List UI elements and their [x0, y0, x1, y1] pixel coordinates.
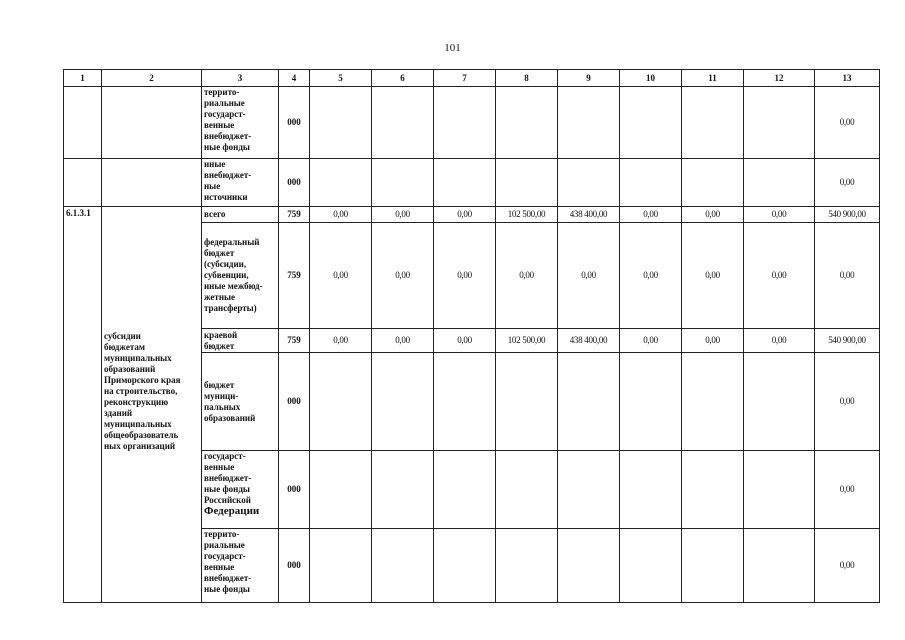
col-header: 4 — [279, 70, 310, 87]
source-cell — [202, 353, 279, 451]
col-header: 13 — [815, 70, 880, 87]
header-row — [64, 70, 880, 87]
source-cell — [202, 87, 279, 159]
col-header: 7 — [434, 70, 496, 87]
value-cell — [310, 353, 372, 451]
col-header: 6 — [372, 70, 434, 87]
value-cell — [744, 353, 815, 451]
code-cell: 759 — [279, 207, 310, 223]
group-id: 6.1.3.1 — [64, 207, 102, 603]
col-header: 12 — [744, 70, 815, 87]
table-row — [64, 159, 880, 207]
code-cell: 759 — [279, 223, 310, 329]
table-row — [64, 87, 880, 159]
code-cell: 759 — [279, 329, 310, 353]
value-cell: 0,00 — [496, 223, 558, 329]
value-cell — [620, 529, 682, 603]
col-header: 8 — [496, 70, 558, 87]
value-cell: 0,00 — [620, 329, 682, 353]
value-cell: 0,00 — [434, 223, 496, 329]
value-cell — [496, 529, 558, 603]
value-cell — [496, 87, 558, 159]
value-cell — [744, 529, 815, 603]
value-cell — [372, 451, 434, 529]
value-cell: 102 500,00 — [496, 207, 558, 223]
value-cell: 438 400,00 — [558, 207, 620, 223]
value-cell: 0,00 — [372, 207, 434, 223]
value-cell: 0,00 — [372, 223, 434, 329]
id-cell — [64, 87, 102, 159]
value-cell — [496, 159, 558, 207]
value-cell — [372, 159, 434, 207]
table-row — [64, 207, 880, 223]
value-cell: 0,00 — [310, 207, 372, 223]
value-cell — [496, 353, 558, 451]
code-cell: 000 — [279, 353, 310, 451]
name-cell — [102, 159, 202, 207]
source-text: федеральный бюджет (субсидии, субвенции, иные межбюд- жетные трансферты) — [204, 237, 263, 313]
page-number: 101 — [444, 42, 461, 54]
group-name — [102, 207, 202, 603]
value-cell — [682, 353, 744, 451]
source-cell — [202, 529, 279, 603]
value-cell: 0,00 — [558, 223, 620, 329]
total-cell: 540 900,00 — [815, 329, 880, 353]
value-cell: 0,00 — [620, 223, 682, 329]
value-cell — [310, 529, 372, 603]
source-text: иные внебюджет- ные источники — [204, 159, 252, 202]
col-header: 11 — [682, 70, 744, 87]
total-cell: 0,00 — [815, 223, 880, 329]
value-cell — [620, 87, 682, 159]
value-cell — [744, 451, 815, 529]
value-cell — [310, 451, 372, 529]
value-cell — [372, 529, 434, 603]
value-cell: 0,00 — [310, 223, 372, 329]
value-cell — [620, 353, 682, 451]
code-cell: 000 — [279, 159, 310, 207]
value-cell — [496, 451, 558, 529]
source-text: бюджет муници- пальных образований — [204, 379, 256, 423]
value-cell — [744, 159, 815, 207]
source-cell — [202, 207, 279, 223]
source-cell — [202, 159, 279, 207]
col-header: 5 — [310, 70, 372, 87]
col-header: 3 — [202, 70, 279, 87]
value-cell — [434, 529, 496, 603]
total-cell: 0,00 — [815, 451, 880, 529]
name-cell — [102, 87, 202, 159]
value-cell — [310, 87, 372, 159]
total-cell: 540 900,00 — [815, 207, 880, 223]
source-text: всего — [204, 209, 226, 219]
budget-table — [63, 69, 880, 603]
code-cell: 000 — [279, 87, 310, 159]
value-cell — [620, 451, 682, 529]
value-cell — [434, 353, 496, 451]
value-cell: 0,00 — [434, 207, 496, 223]
code-cell: 000 — [279, 529, 310, 603]
col-header: 10 — [620, 70, 682, 87]
value-cell — [434, 159, 496, 207]
total-cell: 0,00 — [815, 87, 880, 159]
value-cell: 102 500,00 — [496, 329, 558, 353]
value-cell — [682, 451, 744, 529]
value-cell — [558, 87, 620, 159]
value-cell: 0,00 — [620, 207, 682, 223]
source-text: государст- венные внебюджет- ные фонды Российской — [204, 451, 252, 505]
group-name-text: субсидии бюджетам муниципальных образований Приморского края на строительство, реконструкцию зданий муниципальных общеобразователь ных организаций — [104, 331, 181, 451]
value-cell — [372, 87, 434, 159]
value-cell — [744, 87, 815, 159]
col-header: 2 — [102, 70, 202, 87]
value-cell — [558, 451, 620, 529]
col-header: 1 — [64, 70, 102, 87]
value-cell: 0,00 — [310, 329, 372, 353]
value-cell — [434, 87, 496, 159]
value-cell: 0,00 — [682, 223, 744, 329]
col-header: 9 — [558, 70, 620, 87]
source-text: краевой бюджет — [204, 329, 238, 351]
value-cell — [620, 159, 682, 207]
value-cell: 0,00 — [682, 329, 744, 353]
source-cell — [202, 223, 279, 329]
source-text: террито- риальные государст- венные внебюджет- ные фонды — [204, 529, 252, 594]
value-cell — [558, 159, 620, 207]
value-cell — [558, 353, 620, 451]
source-text-tail: Федерации — [204, 505, 260, 517]
value-cell — [558, 529, 620, 603]
source-cell — [202, 451, 279, 529]
value-cell: 0,00 — [744, 329, 815, 353]
value-cell: 0,00 — [682, 207, 744, 223]
id-cell — [64, 159, 102, 207]
source-cell — [202, 329, 279, 353]
value-cell — [682, 87, 744, 159]
total-cell: 0,00 — [815, 159, 880, 207]
code-cell: 000 — [279, 451, 310, 529]
value-cell: 0,00 — [434, 329, 496, 353]
total-cell: 0,00 — [815, 529, 880, 603]
value-cell: 0,00 — [744, 207, 815, 223]
total-cell: 0,00 — [815, 353, 880, 451]
value-cell — [682, 159, 744, 207]
source-text: террито- риальные государст- венные внебюджет- ные фонды — [204, 87, 252, 152]
value-cell — [682, 529, 744, 603]
value-cell — [310, 159, 372, 207]
value-cell: 0,00 — [372, 329, 434, 353]
value-cell: 0,00 — [744, 223, 815, 329]
value-cell: 438 400,00 — [558, 329, 620, 353]
value-cell — [434, 451, 496, 529]
value-cell — [372, 353, 434, 451]
